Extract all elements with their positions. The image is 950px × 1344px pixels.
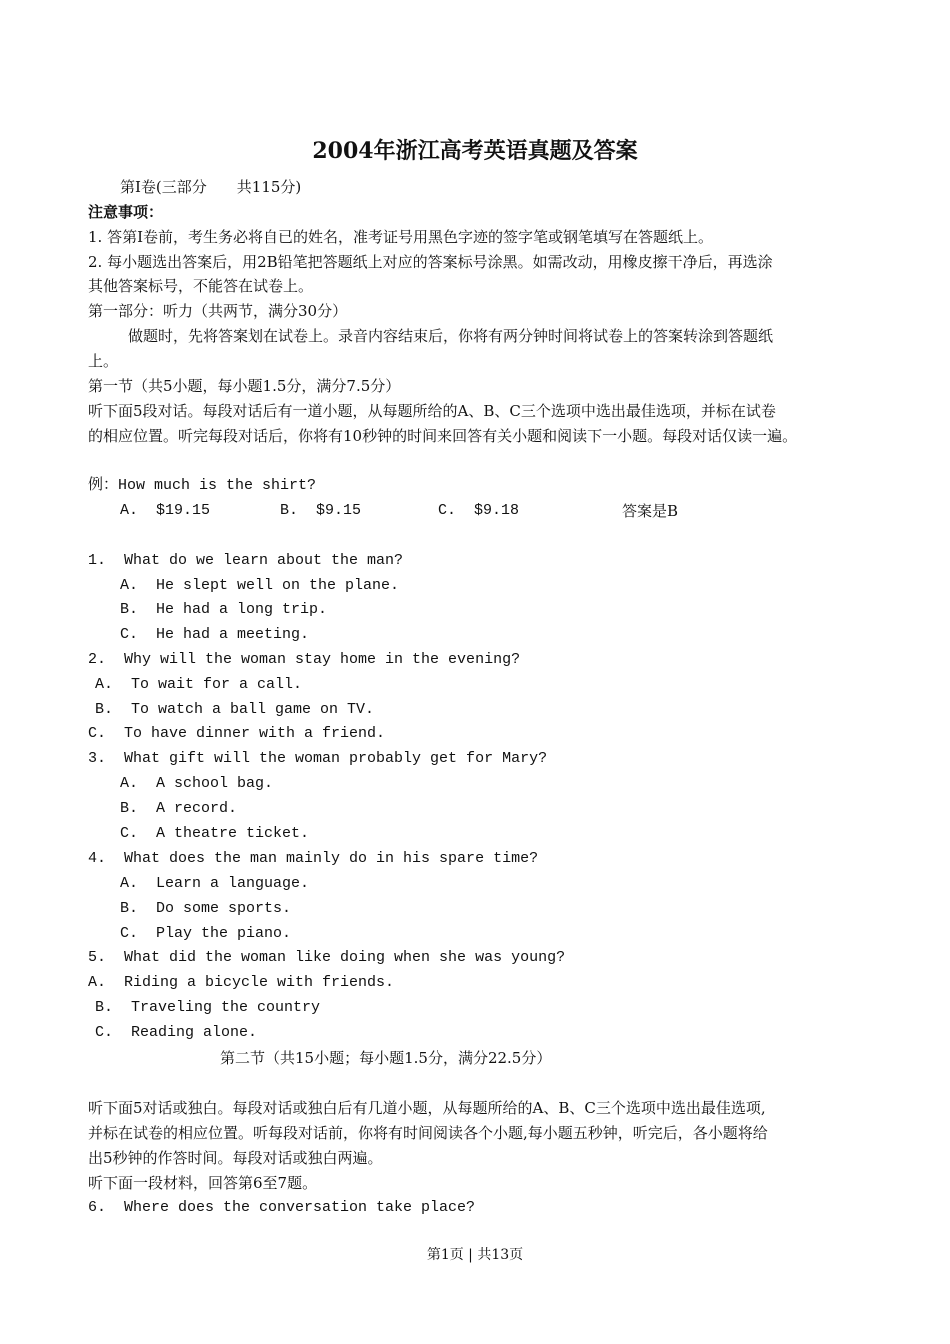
part1-heading: 第一部分：听力（共两节，满分30分） [88, 302, 348, 320]
question-5-option-a: A. Riding a bicycle with friends. [88, 974, 395, 991]
question-1-option-b: B. He had a long trip. [120, 601, 328, 618]
question-4-option-c: C. Play the piano. [120, 925, 292, 942]
question-2: 2. Why will the woman stay home in the evening? [88, 651, 521, 668]
question-4-option-b: B. Do some sports. [120, 900, 292, 917]
question-2-option-c: C. To have dinner with a friend. [88, 725, 386, 742]
part1-instruction-line-1: 做题时，先将答案划在试卷上。录音内容结束后，你将有两分钟时间将试卷上的答案转涂到答题纸 [98, 327, 774, 345]
section2-instruction-line-2: 并标在试卷的相应位置。听每段对话前，你将有时间阅读各个小题,每小题五秒钟，听完后，各小题将给 [88, 1124, 768, 1142]
question-2-option-a: A. To wait for a call. [95, 676, 303, 693]
section1-instruction-line-2: 的相应位置。听完每段对话后，你将有10秒钟的时间来回答有关小题和阅读下一小题。每段对话仅读一遍。 [88, 427, 798, 445]
volume-header: 第Ⅰ卷(三部分 共115分) [120, 178, 302, 196]
question-1-option-c: C. He had a meeting. [120, 626, 310, 643]
question-5: 5. What did the woman like doing when she was young? [88, 949, 566, 966]
question-1-option-a: A. He slept well on the plane. [120, 577, 400, 594]
question-4-option-a: A. Learn a language. [120, 875, 310, 892]
question-3: 3. What gift will the woman probably get for Mary? [88, 750, 548, 767]
section2-heading: 第二节（共15小题；每小题1.5分，满分22.5分） [220, 1049, 552, 1067]
question-1: 1. What do we learn about the man? [88, 552, 404, 569]
question-3-option-a: A. A school bag. [120, 775, 274, 792]
section1-heading: 第一节（共5小题，每小题1.5分，满分7.5分） [88, 377, 401, 395]
page-footer: 第1页 | 共13页 [426, 1247, 524, 1263]
section2-material-note: 听下面一段材料，回答第6至7题。 [88, 1174, 318, 1192]
question-5-option-b: B. Traveling the country [95, 999, 321, 1016]
question-3-option-b: B. A record. [120, 800, 238, 817]
part1-instruction-line-2: 上。 [88, 352, 119, 370]
question-6: 6. Where does the conversation take place? [88, 1199, 476, 1216]
notice-heading: 注意事项： [88, 203, 164, 221]
notice-item-2-line-1: 2. 每小题选出答案后，用2B铅笔把答题纸上对应的答案标号涂黑。如需改动，用橡皮擦干净后，再选涂 [88, 253, 773, 271]
example-answer: 答案是B [622, 502, 679, 520]
example-option-b: B. $9.15 [280, 502, 362, 519]
page-title: 2004年浙江高考英语真题及答案 [312, 138, 638, 164]
notice-item-1: 1. 答第Ⅰ卷前，考生务必将自已的姓名，准考证号用黑色字迹的签字笔或钢笔填写在答题纸上。 [88, 228, 714, 246]
section1-instruction-line-1: 听下面5段对话。每段对话后有一道小题，从每题所给的A、B、C三个选项中选出最佳选项，并标在试卷 [88, 402, 776, 420]
question-3-option-c: C. A theatre ticket. [120, 825, 310, 842]
question-5-option-c: C. Reading alone. [95, 1024, 258, 1041]
question-2-option-b: B. To watch a ball game on TV. [95, 701, 375, 718]
notice-item-2-line-2: 其他答案标号，不能答在试卷上。 [88, 277, 314, 295]
example-option-a: A. $19.15 [120, 502, 211, 519]
section2-instruction-line-3: 出5秒钟的作答时间。每段对话或独白两遍。 [88, 1149, 383, 1167]
section2-instruction-line-1: 听下面5对话或独白。每段对话或独白后有几道小题，从每题所给的A、B、C三个选项中选出最佳选项, [88, 1099, 766, 1117]
example-question: 例：How much is the shirt? [88, 477, 317, 494]
question-4: 4. What does the man mainly do in his spare time? [88, 850, 539, 867]
example-option-c: C. $9.18 [438, 502, 520, 519]
